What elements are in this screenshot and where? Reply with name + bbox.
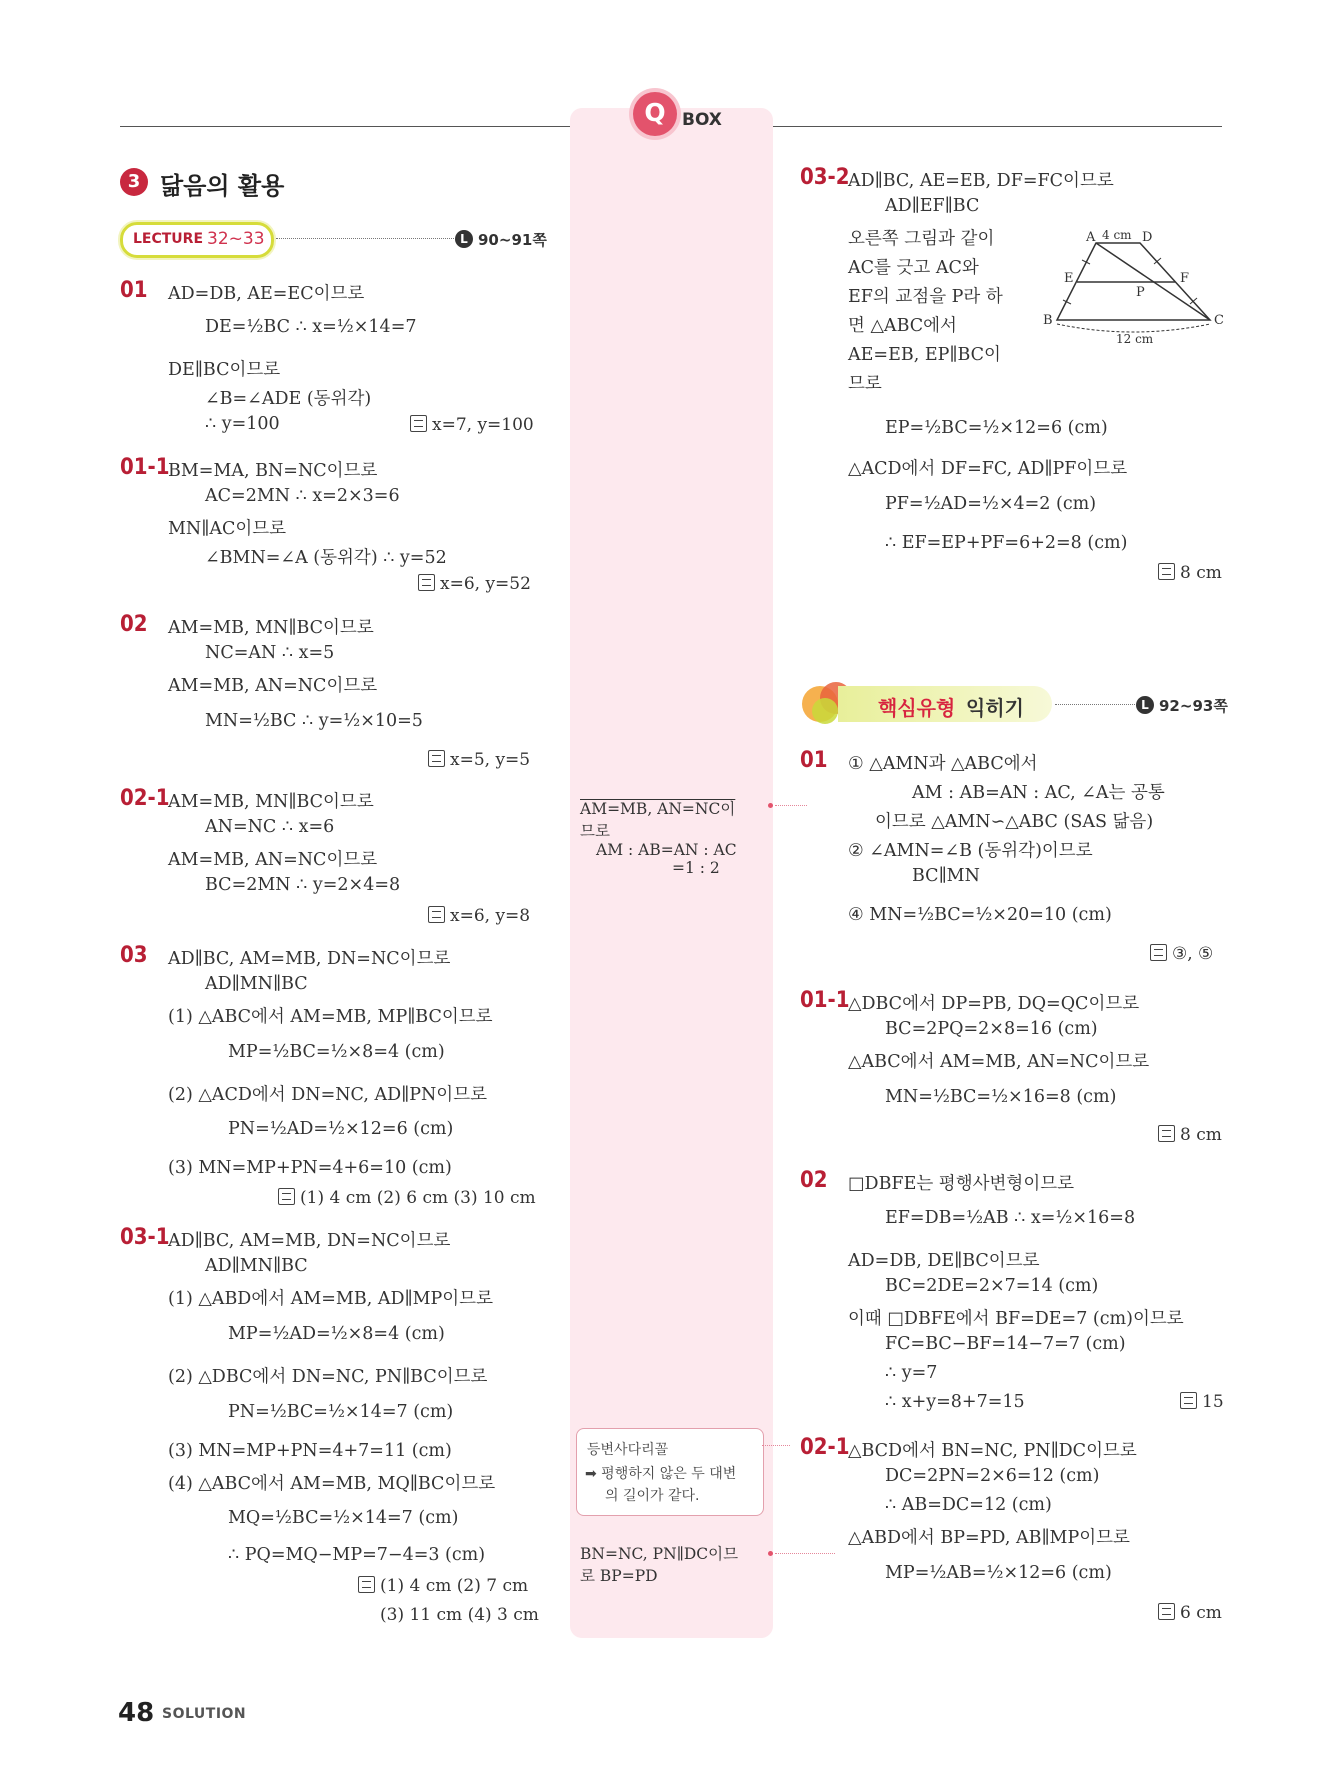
problem-number: 02-1	[800, 1435, 850, 1460]
answer-icon	[278, 1188, 295, 1205]
problem-number: 01-1	[800, 988, 850, 1013]
solution-line: AM=MB, AN=NC이므로	[168, 850, 378, 870]
solution-line: AD∥MN∥BC	[205, 1256, 308, 1276]
solution-line: △ACD에서 DF=FC, AD∥PF이므로	[848, 459, 1128, 479]
solution-line: △DBC에서 DP=PB, DQ=QC이므로	[848, 994, 1140, 1014]
solution-line: AC=2MN ∴ x=2×3=6	[205, 486, 400, 506]
answer-icon	[410, 415, 427, 432]
answer-text: 8 cm	[1180, 1125, 1222, 1145]
qbox-label: BOX	[682, 110, 722, 130]
solution-line: ∴ y=100	[205, 414, 280, 434]
answer	[358, 1576, 528, 1596]
solution-line: AD=DB, DE∥BC이므로	[848, 1251, 1040, 1271]
qbox-note	[580, 1542, 760, 1586]
problem-number: 02	[800, 1168, 828, 1193]
solution-line: ④ MN=½BC=½×20=10 (cm)	[848, 905, 1112, 925]
solution-line: ① △AMN과 △ABC에서	[848, 754, 1038, 774]
note-pointer-dot	[768, 1551, 773, 1556]
label-D: D	[1142, 230, 1153, 245]
problem-number: 03	[120, 943, 148, 968]
note-line: 므로	[580, 822, 610, 840]
solution-line: MN∥AC이므로	[168, 519, 287, 539]
problem-number: 02-1	[120, 786, 170, 811]
note-pointer-dot	[768, 803, 773, 808]
answer-text: 6 cm	[1180, 1603, 1222, 1623]
core-dotline	[1055, 704, 1135, 705]
lecture-label: LECTURE	[133, 231, 204, 247]
solution-line: (1) △ABD에서 AM=MB, AD∥MP이므로	[168, 1289, 493, 1309]
solution-line: △BCD에서 BN=NC, PN∥DC이므로	[848, 1441, 1137, 1461]
label-C: C	[1214, 313, 1224, 328]
solution-line: ∴ EF=EP+PF=6+2=8 (cm)	[885, 533, 1128, 553]
solution-line: EF=DB=½AB ∴ x=½×16=8	[885, 1208, 1136, 1228]
page-number: 48	[118, 1698, 155, 1728]
answer	[278, 1188, 536, 1208]
solution-line: 이때 □DBFE에서 BF=DE=7 (cm)이므로	[848, 1309, 1184, 1329]
core-page-ref: 92~93쪽	[1159, 697, 1228, 715]
qbox-badge	[633, 92, 677, 136]
solution-line: (3) MN=MP+PN=4+6=10 (cm)	[168, 1158, 452, 1178]
solution-line: BC=2PQ=2×8=16 (cm)	[885, 1019, 1098, 1039]
problem-number: 02	[120, 612, 148, 637]
solution-line: MP=½AD=½×8=4 (cm)	[228, 1324, 445, 1344]
solution-line: NC=AN ∴ x=5	[205, 643, 335, 663]
top-rule-left	[120, 126, 572, 127]
solution-line: BC∥MN	[912, 866, 980, 886]
core-page-icon: L	[1136, 696, 1154, 714]
problem-number: 01	[800, 748, 828, 773]
lecture-range: 32~33	[207, 229, 265, 249]
solution-line: FC=BC−BF=14−7=7 (cm)	[885, 1334, 1126, 1354]
problem-number: 01	[120, 278, 148, 303]
label-bottom-length: 12 cm	[1116, 332, 1154, 346]
problem-number: 03-2	[800, 165, 850, 190]
solution-line: PN=½AD=½×12=6 (cm)	[228, 1119, 454, 1139]
answer	[428, 750, 530, 770]
solution-line: △ABC에서 AM=MB, AN=NC이므로	[848, 1052, 1150, 1072]
answer-icon	[418, 574, 435, 591]
answer-icon	[1158, 1125, 1175, 1142]
answer-icon	[358, 1576, 375, 1593]
note-line: =1 : 2	[672, 859, 720, 877]
tip-title: 등변사다리꼴	[587, 1442, 669, 1458]
solution-line: EF의 교점을 P라 하	[848, 287, 1003, 307]
solution-line: AD∥MN∥BC	[205, 974, 308, 994]
tip-pointer-line	[762, 1445, 790, 1446]
solution-line: ∴ x+y=8+7=15	[885, 1392, 1025, 1412]
answer-text: x=7, y=100	[432, 415, 534, 435]
solution-line: ∠B=∠ADE (동위각)	[205, 389, 372, 409]
lecture-page-icon: L	[455, 230, 473, 248]
solution-line: ∠BMN=∠A (동위각) ∴ y=52	[205, 548, 447, 568]
solution-line: DC=2PN=2×6=12 (cm)	[885, 1466, 1100, 1486]
solution-line: 오른쪽 그림과 같이	[848, 229, 995, 249]
answer-icon	[1158, 563, 1175, 580]
note-pointer-line	[775, 1553, 835, 1554]
solution-line: AD∥BC, AM=MB, DN=NC이므로	[168, 1231, 451, 1251]
label-A: A	[1086, 230, 1096, 245]
solution-line: 면 △ABC에서	[848, 316, 957, 336]
note-line: AM=MB, AN=NC이	[580, 800, 736, 818]
solution-line: DE∥BC이므로	[168, 360, 281, 380]
section-number: 3	[127, 171, 141, 192]
answer-text: x=6, y=8	[450, 906, 531, 926]
answer	[1180, 1392, 1224, 1412]
answer-text: (1) 4 cm (2) 7 cm	[380, 1576, 529, 1596]
solution-line: DE=½BC ∴ x=½×14=7	[205, 317, 417, 337]
answer-text: (1) 4 cm (2) 6 cm (3) 10 cm	[300, 1188, 536, 1208]
problem-number: 01-1	[120, 455, 170, 480]
answer	[1158, 563, 1222, 583]
lecture-badge	[120, 222, 274, 258]
solution-line: ∴ AB=DC=12 (cm)	[885, 1495, 1052, 1515]
answer-icon	[1158, 1603, 1175, 1620]
solution-line: PN=½BC=½×14=7 (cm)	[228, 1402, 454, 1422]
solution-line: AD=DB, AE=EC이므로	[168, 284, 365, 304]
tip-line: 의 길이가 같다.	[605, 1488, 700, 1504]
top-rule-right	[772, 126, 1222, 127]
solution-line: AM=MB, MN∥BC이므로	[168, 792, 374, 812]
solution-line: 이므로 △AMN∽△ABC (SAS 닮음)	[875, 812, 1154, 832]
qbox-note	[580, 797, 760, 877]
solution-line: AM : AB=AN : AC, ∠A는 공통	[912, 783, 1165, 803]
solution-line: (2) △ACD에서 DN=NC, AD∥PN이므로	[168, 1085, 488, 1105]
note-line: BN=NC, PN∥DC이므	[580, 1545, 739, 1563]
solution-line: MP=½AB=½×12=6 (cm)	[885, 1563, 1112, 1583]
answer-continued: (3) 11 cm (4) 3 cm	[380, 1605, 539, 1625]
solution-line: (3) MN=MP+PN=4+7=11 (cm)	[168, 1441, 452, 1461]
solution-line: BM=MA, BN=NC이므로	[168, 461, 378, 481]
answer-icon	[428, 750, 445, 767]
solution-line: AC를 긋고 AC와	[848, 258, 979, 278]
solution-line: AD∥BC, AE=EB, DF=FC이므로	[848, 171, 1114, 191]
answer	[428, 906, 530, 926]
answer-icon	[428, 906, 445, 923]
tip-line: ➡ 평행하지 않은 두 대변	[585, 1466, 737, 1482]
solution-line: ∴ y=7	[885, 1363, 938, 1383]
answer-text: 8 cm	[1180, 563, 1222, 583]
solution-line: □DBFE는 평행사변형이므로	[848, 1174, 1075, 1194]
answer-text: ③, ⑤	[1172, 944, 1214, 964]
lecture-page-ref: 90~91쪽	[478, 231, 547, 249]
solution-line: AM=MB, AN=NC이므로	[168, 676, 378, 696]
answer	[418, 574, 531, 594]
label-F: F	[1180, 271, 1190, 286]
answer	[1158, 1125, 1222, 1145]
solution-line: MN=½BC=½×16=8 (cm)	[885, 1087, 1117, 1107]
solution-line: AD∥EF∥BC	[885, 196, 980, 216]
note-line: AM : AB=AN : AC	[596, 841, 737, 859]
section-title: 닮음의 활용	[160, 172, 285, 200]
trapezoid-figure	[1040, 228, 1230, 346]
solution-line: AN=NC ∴ x=6	[205, 817, 335, 837]
solution-line: ∴ PQ=MQ−MP=7−4=3 (cm)	[228, 1545, 486, 1565]
answer-icon	[1150, 944, 1167, 961]
note-pointer-line	[775, 805, 807, 806]
qbox-letter: Q	[644, 98, 666, 127]
core-title-b: 익히기	[966, 696, 1024, 720]
solution-line: BC=2MN ∴ y=2×4=8	[205, 875, 401, 895]
core-title-a: 핵심유형	[878, 696, 956, 720]
solution-line: MQ=½BC=½×14=7 (cm)	[228, 1508, 459, 1528]
core-title-bar	[838, 686, 1052, 722]
answer-text: 15	[1202, 1392, 1224, 1412]
solution-line: (2) △DBC에서 DN=NC, PN∥BC이므로	[168, 1367, 488, 1387]
dimension-bottom	[1057, 324, 1210, 332]
footer-brand: SOLUTION	[162, 1706, 247, 1722]
answer-text: x=5, y=5	[450, 750, 531, 770]
label-B: B	[1043, 313, 1053, 328]
solution-line: EP=½BC=½×12=6 (cm)	[885, 418, 1108, 438]
label-E: E	[1064, 271, 1074, 286]
answer	[1158, 1603, 1222, 1623]
note-line: 로 BP=PD	[580, 1567, 658, 1585]
answer-text: x=6, y=52	[440, 574, 531, 594]
solution-line: BC=2DE=2×7=14 (cm)	[885, 1276, 1099, 1296]
answer-icon	[1180, 1392, 1197, 1409]
solution-line: (1) △ABC에서 AM=MB, MP∥BC이므로	[168, 1007, 493, 1027]
solution-line: MN=½BC ∴ y=½×10=5	[205, 711, 423, 731]
answer	[1150, 944, 1213, 964]
qbox-tip-box	[576, 1428, 764, 1516]
problem-number: 03-1	[120, 1225, 170, 1250]
answer	[410, 415, 534, 435]
label-top-length: 4 cm	[1102, 228, 1132, 242]
solution-line: (4) △ABC에서 AM=MB, MQ∥BC이므로	[168, 1474, 496, 1494]
solution-line: △ABD에서 BP=PD, AB∥MP이므로	[848, 1528, 1130, 1548]
label-P: P	[1136, 285, 1145, 300]
solution-line: PF=½AD=½×4=2 (cm)	[885, 494, 1097, 514]
solution-line: AE=EB, EP∥BC이	[848, 345, 1001, 365]
section-number-badge	[120, 168, 148, 196]
lecture-dotline	[276, 238, 454, 239]
solution-line: ② ∠AMN=∠B (동위각)이므로	[848, 841, 1093, 861]
solution-line: AM=MB, MN∥BC이므로	[168, 618, 374, 638]
solution-line: 므로	[848, 374, 882, 394]
solution-line: AD∥BC, AM=MB, DN=NC이므로	[168, 949, 451, 969]
solution-line: MP=½BC=½×8=4 (cm)	[228, 1042, 445, 1062]
